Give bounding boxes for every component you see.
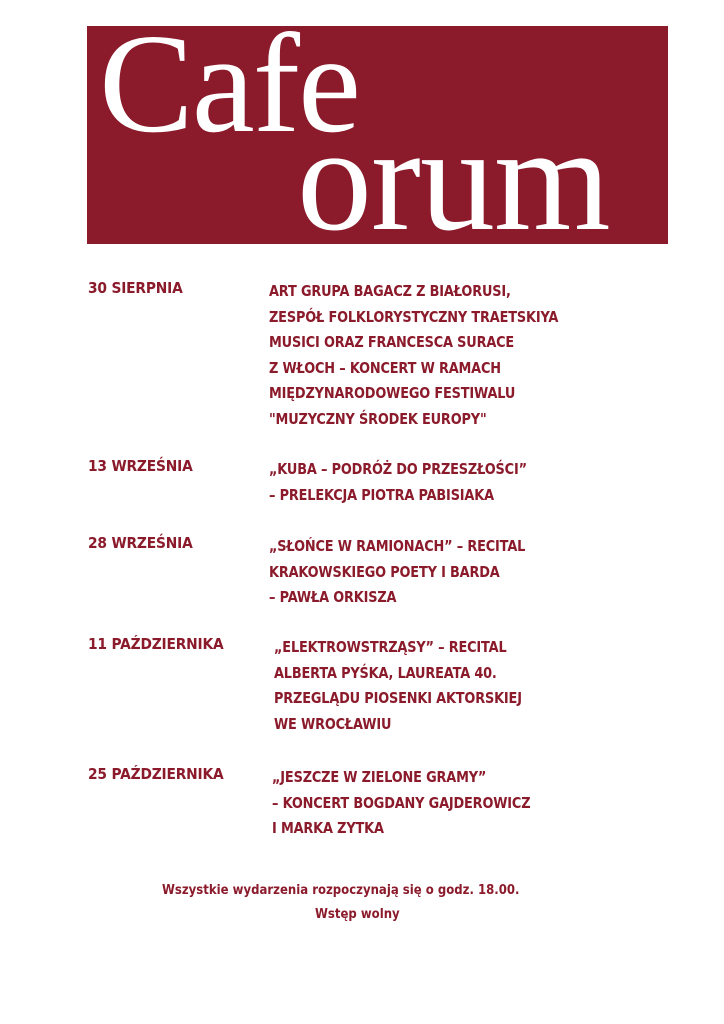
event-description xyxy=(269,534,567,611)
event-description-line: „SŁOŃCE W RAMIONACH” – RECITAL xyxy=(269,537,526,555)
event-date: 28 WRZEŚNIA xyxy=(88,534,193,552)
event-description xyxy=(269,457,569,508)
event-description-line: ART GRUPA BAGACZ Z BIAŁORUSI, xyxy=(269,282,511,300)
event-description-line: PRZEGLĄDU PIOSENKI AKTORSKIEJ xyxy=(274,689,522,707)
event-description-line: ALBERTA PYŚKA, LAUREATA 40. xyxy=(274,663,497,682)
event-description-line: Z WŁOCH – KONCERT W RAMACH xyxy=(269,358,501,377)
event-description-line: MUSICI ORAZ FRANCESCA SURACE xyxy=(269,333,515,351)
event-description xyxy=(269,279,605,432)
event-description-line: MIĘDZYNARODOWEGO FESTIWALU xyxy=(269,384,516,402)
event-description-line: WE WROCŁAWIU xyxy=(274,714,392,733)
event-description-line: ZESPÓŁ FOLKLORYSTYCZNY TRAETSKIYA xyxy=(269,307,559,326)
event-description-line: – PRELEKCJA PIOTRA PABISIAKA xyxy=(269,485,494,504)
footer-free-entry: Wstęp wolny xyxy=(315,907,400,922)
event-date: 13 WRZEŚNIA xyxy=(88,457,193,475)
event-description xyxy=(272,765,572,842)
event-description-line: „ELEKTROWSTRZĄSY” – RECITAL xyxy=(274,638,507,656)
event-date: 30 SIERPNIA xyxy=(88,279,183,297)
logo-text-cafe: Cafe xyxy=(99,26,360,162)
event-date: 25 PAŹDZIERNIKA xyxy=(88,765,224,783)
event-description-line: KRAKOWSKIEGO POETY I BARDA xyxy=(269,562,500,581)
footer-start-time: Wszystkie wydarzenia rozpoczynają się o godz. 18.00. xyxy=(162,883,520,898)
event-description xyxy=(274,635,562,737)
event-description-line: „KUBA – PODRÓŻ DO PRZESZŁOŚCI” xyxy=(269,460,527,478)
event-description-line: I MARKA ZYTKA xyxy=(272,819,384,837)
event-date: 11 PAŹDZIERNIKA xyxy=(88,635,224,653)
event-description-line: "MUZYCZNY ŚRODEK EUROPY" xyxy=(269,409,487,428)
event-description-line: „JESZCZE W ZIELONE GRAMY” xyxy=(272,768,487,786)
event-description-line: – KONCERT BOGDANY GAJDEROWICZ xyxy=(272,793,531,812)
event-description-line: – PAWŁA ORKISZA xyxy=(269,588,397,606)
logo-text-orum: orum xyxy=(297,96,610,244)
